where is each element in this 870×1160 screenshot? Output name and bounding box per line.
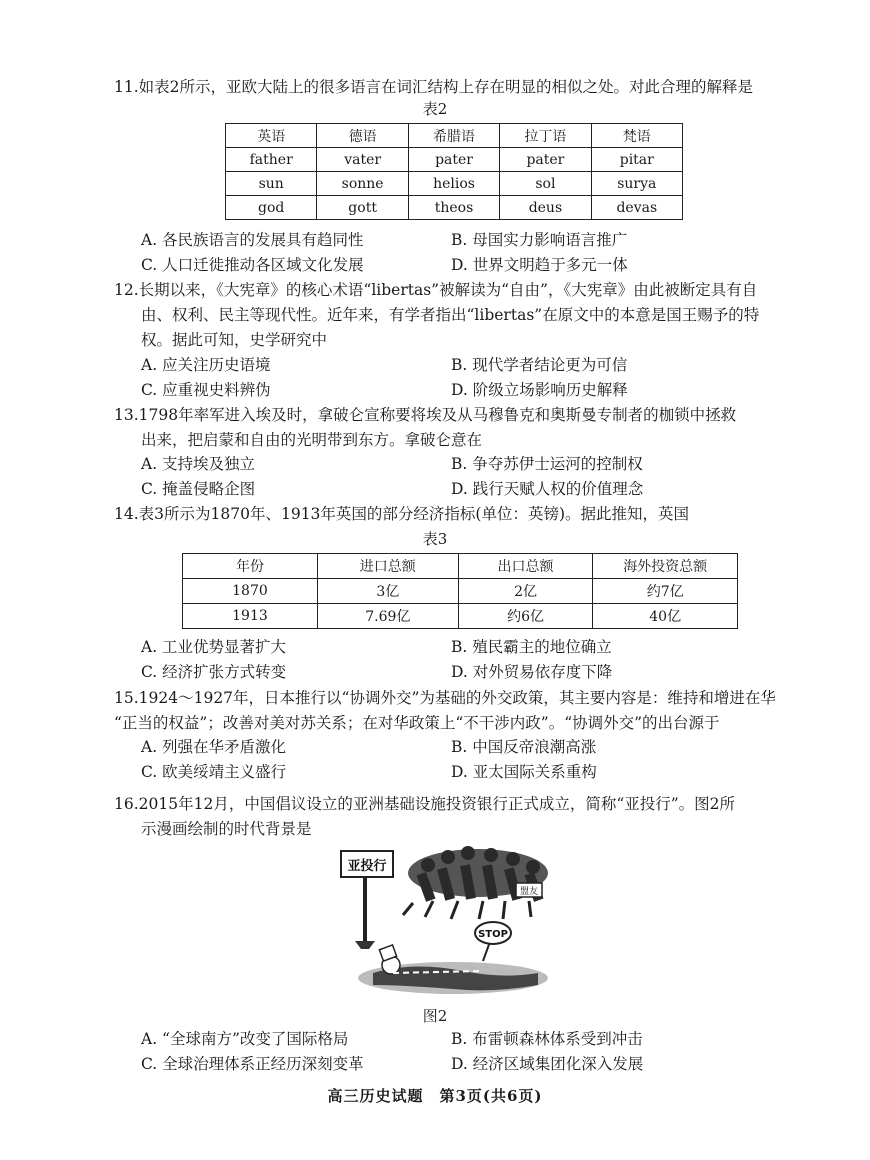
table-header-cell: 拉丁语: [500, 124, 591, 148]
option-b[interactable]: B. 母国实力影响语言推广: [451, 231, 628, 249]
option-a[interactable]: A. “全球南方”改变了国际格局: [141, 1030, 349, 1048]
option-c[interactable]: C. 应重视史料辨伪: [141, 381, 271, 399]
question-number: 16.: [114, 795, 139, 813]
question-text-line: 出来，把启蒙和自由的光明带到东方。拿破仑意在: [141, 431, 483, 449]
table-cell: surya: [591, 172, 682, 196]
signpost-base: [355, 941, 375, 949]
table-cell: sol: [500, 172, 591, 196]
question-text-line: 2015年12月，中国倡议设立的亚洲基础设施投资银行正式成立，简称“亚投行”。图2所: [138, 795, 736, 813]
table-cell: 约6亿: [458, 604, 593, 629]
question-number: 14.: [114, 505, 139, 523]
table-cell: 2亿: [458, 579, 593, 604]
options-14: [141, 635, 761, 685]
option-a[interactable]: A. 支持埃及独立: [141, 455, 256, 473]
table-cell: 3亿: [317, 579, 458, 604]
question-text-line: “正当的权益”；改善对美对苏关系；在对华政策上“不干涉内政”。“协调外交”的出台源于: [114, 714, 720, 732]
table-header-row: [226, 124, 683, 148]
table-row: [226, 148, 683, 172]
table-2: [225, 123, 683, 220]
question-text-line: 1798年率军进入埃及时，拿破仑宣称要将埃及从马穆鲁克和奥斯曼专制者的枷锁中拯救: [138, 406, 737, 424]
table-2-caption: 表2: [422, 100, 448, 118]
page-footer: 高三历史试题 第3页(共6页): [327, 1087, 543, 1105]
table-cell: deus: [500, 196, 591, 220]
stop-sign: [475, 922, 511, 961]
table-3: [182, 553, 738, 629]
options-16: [141, 1027, 761, 1077]
table-header-cell: 进口总额: [317, 554, 458, 579]
option-d[interactable]: D. 经济区域集团化深入发展: [451, 1055, 644, 1073]
question-text-line: 由、权利、民主等现代性。近年来，有学者指出“libertas”在原文中的本意是国王赐予的特: [141, 306, 760, 324]
table-cell: theos: [408, 196, 499, 220]
question-11: [114, 75, 794, 100]
option-d[interactable]: D. 亚太国际关系重构: [451, 763, 597, 781]
table-row: [226, 172, 683, 196]
table-cell: god: [226, 196, 317, 220]
option-d[interactable]: D. 对外贸易依存度下降: [451, 663, 613, 681]
table-cell: father: [226, 148, 317, 172]
option-a[interactable]: A. 列强在华矛盾激化: [141, 738, 287, 756]
figure-2-caption: 图2: [422, 1007, 448, 1025]
table-cell: 约7亿: [593, 579, 738, 604]
option-c[interactable]: C. 欧美绥靖主义盛行: [141, 763, 287, 781]
sign-text: 亚投行: [347, 859, 387, 874]
table-cell: sun: [226, 172, 317, 196]
question-text: 如表2所示，亚欧大陆上的很多语言在词汇结构上存在明显的相似之处。对此合理的解释是: [138, 78, 754, 96]
option-d[interactable]: D. 践行天赋人权的价值理念: [451, 480, 644, 498]
table-cell: sonne: [317, 172, 408, 196]
table-header-cell: 海外投资总额: [593, 554, 738, 579]
question-number: 15.: [114, 689, 139, 707]
option-d[interactable]: D. 阶级立场影响历史解释: [451, 381, 628, 399]
question-16: [114, 792, 794, 842]
table-row: [183, 579, 738, 604]
question-14: [114, 502, 794, 527]
question-number: 12.: [114, 281, 139, 299]
table-header-cell: 英语: [226, 124, 317, 148]
question-text-line: 长期以来，《大宪章》的核心术语“libertas”被解读为“自由”，《大宪章》由此被断定具有自: [138, 281, 758, 299]
table-cell: 40亿: [593, 604, 738, 629]
question-15: [114, 686, 794, 736]
table-header-cell: 德语: [317, 124, 408, 148]
table-cell: 1913: [183, 604, 318, 629]
option-b[interactable]: B. 布雷顿森林体系受到冲击: [451, 1030, 643, 1048]
table-cell: pater: [500, 148, 591, 172]
option-c[interactable]: C. 人口迁徙推动各区域文化发展: [141, 256, 364, 274]
question-text: 表3所示为1870年、1913年英国的部分经济指标(单位：英镑)。据此推知，英国: [138, 505, 690, 523]
table-header-cell: 梵语: [591, 124, 682, 148]
question-text-line: 1924～1927年，日本推行以“协调外交”为基础的外交政策，其主要内容是：维持和增进在华: [138, 689, 776, 707]
table-row: [226, 196, 683, 220]
option-a[interactable]: A. 工业优势显著扩大: [141, 638, 287, 656]
option-b[interactable]: B. 现代学者结论更为可信: [451, 356, 628, 374]
options-11: [141, 228, 761, 278]
table-cell: 7.69亿: [317, 604, 458, 629]
option-b[interactable]: B. 争夺苏伊士运河的控制权: [451, 455, 643, 473]
options-12: [141, 353, 761, 403]
table-cell: helios: [408, 172, 499, 196]
option-b[interactable]: B. 中国反帝浪潮高涨: [451, 738, 597, 756]
table-header-cell: 出口总额: [458, 554, 593, 579]
table-cell: 1870: [183, 579, 318, 604]
cartoon-figure: [333, 843, 555, 1003]
question-13: [114, 403, 794, 453]
table-3-caption: 表3: [422, 530, 448, 548]
stop-sign-text: STOP: [478, 929, 508, 940]
table-cell: pater: [408, 148, 499, 172]
table-header-row: [183, 554, 738, 579]
option-c[interactable]: C. 全球治理体系正经历深刻变革: [141, 1055, 364, 1073]
question-text-line: 权。据此可知，史学研究中: [141, 331, 328, 349]
options-15: [141, 735, 761, 785]
trampled-figure: [358, 945, 548, 994]
table-cell: devas: [591, 196, 682, 220]
table-header-cell: 希腊语: [408, 124, 499, 148]
options-13: [141, 452, 761, 502]
question-12: [114, 278, 794, 353]
question-number: 11.: [114, 78, 139, 96]
option-a[interactable]: A. 应关注历史语境: [141, 356, 271, 374]
table-cell: pitar: [591, 148, 682, 172]
table-header-cell: 年份: [183, 554, 318, 579]
option-b[interactable]: B. 殖民霸主的地位确立: [451, 638, 612, 656]
question-text-line: 示漫画绘制的时代背景是: [141, 820, 312, 838]
table-row: [183, 604, 738, 629]
option-c[interactable]: C. 掩盖侵略企图: [141, 480, 256, 498]
option-c[interactable]: C. 经济扩张方式转变: [141, 663, 287, 681]
ally-flag-text: 盟友: [519, 887, 539, 897]
table-cell: vater: [317, 148, 408, 172]
option-a[interactable]: A. 各民族语言的发展具有趋同性: [141, 231, 364, 249]
question-number: 13.: [114, 406, 139, 424]
option-d[interactable]: D. 世界文明趋于多元一体: [451, 256, 628, 274]
table-cell: gott: [317, 196, 408, 220]
